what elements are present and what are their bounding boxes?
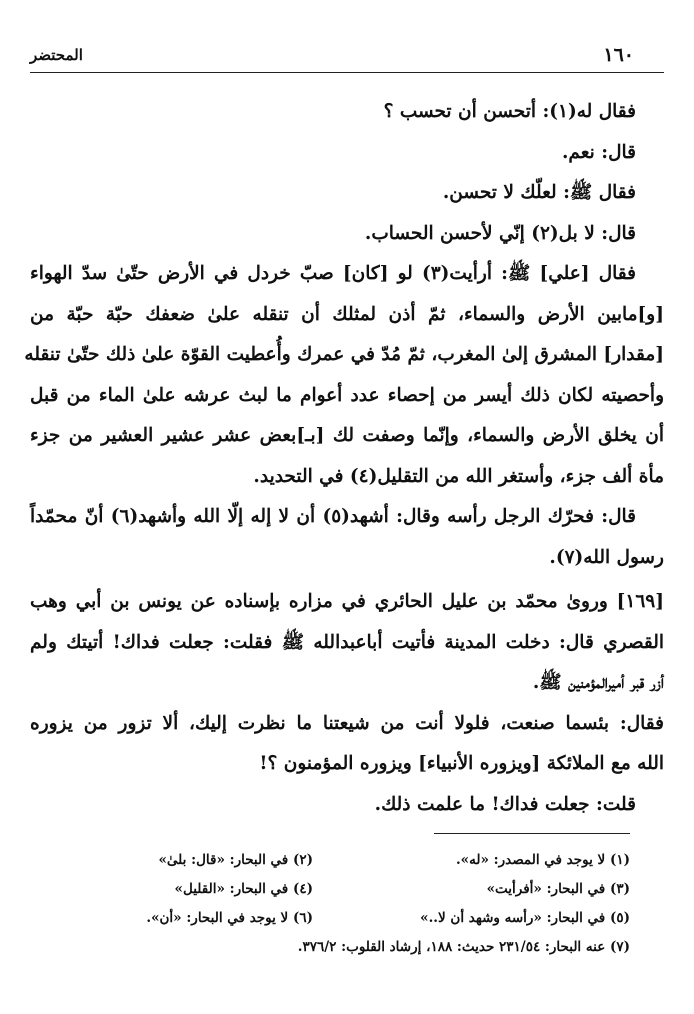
text-line: قال: نعم. — [561, 141, 636, 163]
page-number: ١٦٠ — [603, 44, 634, 66]
text-line: فقال: بئسما صنعت، فلولا أنت من شيعتنا ما نظرت إليك، ألا تزور من يزوره — [30, 712, 664, 734]
running-head: المحتضر — [30, 46, 83, 64]
text-line: رسول الله(٧). — [549, 546, 664, 568]
text-line: فقال له(١): أتحسن أن تحسب ؟ — [383, 101, 636, 122]
text-line: [و]مابين الأرض والسماء، ثمّ أذن لمثلك أن تنقله علىٰ ضعفك حبّة حبّة من — [30, 303, 664, 325]
text-line: [مقدار] المشرق إلىٰ المغرب، ثمّ مُدّ في عمرك وأُعطيت القوّة علىٰ ذلك حتّىٰ تنقله — [24, 344, 664, 365]
footnote-2: (٢) في البحار: «قال: بلىٰ» — [158, 852, 313, 868]
main-text — [24, 92, 664, 825]
footnote-7: (٧) عنه البحار: ٢٣١/٥٤ حديث: ١٨٨، إرشاد القلوب: ٣٧٦/٢. — [297, 939, 630, 955]
footnote-1: (١) لا يوجد في المصدر: «له». — [455, 852, 630, 868]
footnote-5: (٥) في البحار: «رأسه وشهد أن لا..» — [420, 910, 630, 926]
text-line: أزر قبر أميرالمؤمنين ﷺ. — [532, 672, 664, 693]
footnote-row — [30, 846, 664, 875]
footnote-row — [30, 875, 664, 904]
text-line: مأة ألف جزء، وأستغر الله من التقليل(٤) في التحديد. — [253, 465, 664, 487]
text-line: قلت: جعلت فداك! ما علمت ذلك. — [374, 793, 636, 815]
text-line: فقال ﷺ: لعلّك لا تحسن. — [442, 182, 636, 203]
text-line: قال: لا بل(٢) إنّي لأحسن الحساب. — [364, 222, 636, 244]
header-rule — [30, 72, 664, 73]
text-line: [١٦٩] وروىٰ محمّد بن عليل الحائري في مزاره بإسناده عن يونس بن أبي وهب — [30, 591, 664, 612]
footnote-row — [30, 904, 664, 933]
text-line: القصري قال: دخلت المدينة فأتيت أباعبدالله ﷺ فقلت: جعلت فداك! أتيتك ولم — [30, 631, 664, 653]
text-line: الله مع الملائكة [ويزوره الأنبياء] ويزوره المؤمنون ؟! — [259, 753, 664, 774]
text-line: فقال [علي] ﷺ: أرأيت(٣) لو [كان] صبّ خردل في الأرض حتّىٰ سدّ الهواء — [30, 263, 636, 284]
footnote-4: (٤) في البحار: «القليل» — [174, 881, 313, 897]
text-line: قال: فحرّك الرجل رأسه وقال: أشهد(٥) أن لا إله إلّا الله وأشهد(٦) أنّ محمّداً — [30, 506, 637, 527]
footnote-3: (٣) في البحار: «أفرأيت» — [486, 881, 630, 897]
footnote-6: (٦) لا يوجد في البحار: «أن». — [146, 910, 313, 926]
page-header — [30, 36, 664, 76]
text-line: أن يخلق الأرض والسماء، وإنّما وصفت لك [بـ]بعض عشر عشير العشير من جزء — [30, 425, 664, 446]
footnote-rule — [434, 833, 630, 834]
text-line: وأحصيته لكان ذلك أيسر من إحصاء عدد أعوام ما لبث عرشه علىٰ الماء من قبل — [30, 384, 664, 406]
footnotes — [30, 846, 664, 962]
